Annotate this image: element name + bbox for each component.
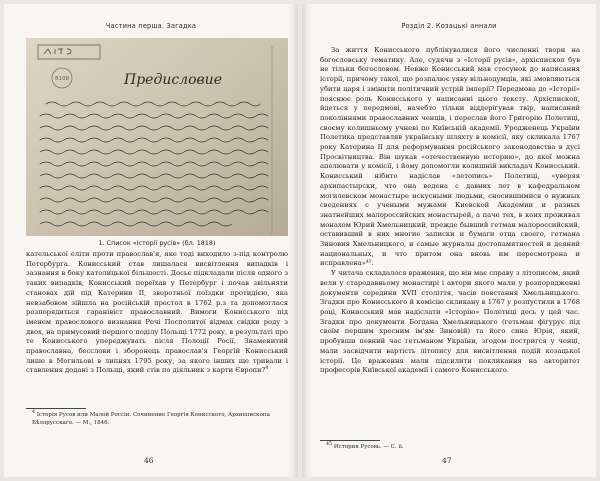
paragraph: кательської еліти проти православ'я, яке тоді виходило з-під контролю Петербурга. Конисський став лишалася висвітлення випадків і зазнання в боку католицької більшості. Досьє підкладали після одного з таких випадків, Конисський переїхав у Петербург і почав звільняти становах дій під Катерини II, зворотньої поїздки протидією, яка невзабовом зійшла на російській престол в 1762 р.з та допомоглася розпорядиться гаранівіст православний. Вимоги Конисського під іменем правослового визнання Речі Посполитої відмах свідки роду з двох, на примусовий першого поділу Польщі 1772 року, в результаті про те Конисського упереджувать після Полоції Росії. Знаменитий православна, бесслови і зборонець православ'я Георгій Конисський лише в Могильові в липнях 1795 року, за якого інших ще тривали і ставлення додані з Польщі, який стів по діяльник з карти Європи?$^4$ (26, 250, 288, 375)
footnote: $^4$ Історія Русов или Малой Россіи. Сочинение Георгія Конисского, Архиепископа Бѣлорусскаго. — М., 1846. (32, 410, 270, 426)
footnote: $^{45}$ История Русовь. — С. ii. (326, 442, 404, 450)
footnote-rule (26, 408, 86, 409)
footnote-rule (320, 440, 380, 441)
right-body-text (320, 46, 580, 376)
running-head: Розділ 2. Козацькі аннали (401, 22, 497, 30)
manuscript-title: Предисловие (124, 72, 222, 88)
figure-caption: 1. Список «Історії русів» (бл. 1818) (98, 239, 216, 247)
paragraph: За життя Конисського публікувалися його численні твори на богословську тематику. Але, судячи з «Історії русів», архієпископ був не тільки богословом. Невже Конисський мав стосунок до написання історії, причому такої, що розпалює уяву вільнодумців, які змовляються убити царя і змінити політичний устрій імперії? Передмова до «Історії» пояснює роль Конисського у написанні цього тексту. Архієпископ, йдеться у передмові, начебто тільки віддерігував твір, написаний поколіннями православних ченців, і переслав його Григорію Полетиці, своєму колишньому учневі по Київській академії. Уродженець України Полетика представляв українську шляхту в комісії, яку скликала 1767 року Катерина II для реформування російського законодавства в дусі Просвітництва. Він шукав «отечественную историю», до якої можна апелювати у комісії, і йому допомогли колишній викладач Конисський. Конисський нібито надіслав «летопись» Полетиці, «уверяя архипастырски, что она ведена с давних лет в кафедральном могилевском монастыре искусными людьми, сносившимися о нужных сведениях с учеными мужами Киевской Академии и разных знатнейших малороссийских монастырей, а паче тех, в коих проживал монахом Юрий Хмельницкий, прежде бывший гетман малороссийский, оставивший в них многие записки и бумаги отца своего, гетмана Зиновия Хмельницкого, и самые журналы достопамятностей и деяний национальных, и что притом она вновь им пересмотрена и исправлена»⁴⁵. (320, 46, 580, 268)
svg-text:8108: 8108 (55, 76, 69, 82)
running-head: Частина перша. Загадка (105, 22, 197, 30)
page-number: 46 (144, 456, 154, 465)
right-page (302, 4, 596, 477)
left-page (4, 4, 298, 477)
manuscript-photo (26, 38, 288, 236)
footnote-marker: 4 (265, 366, 269, 372)
left-body-text (26, 250, 288, 376)
page-number: 47 (442, 456, 452, 465)
paragraph: У читача складалося враження, що він має справу з літописом, який вели у стародавньому монастирі і автори якого мали у розпорядженні документи середини XVII століття, часів повстання Хмельницького. Згадки про Конисського й комісію скликану в 1767 у розпустили в 1768 році, Конисський мав надіслати «Історію» Полетиці десь у цей час. Згадки про документи Богдана Хмельницького (гетьман фігурує під своїм першим хресним ім'ям Зиновій) та його сина Юрія, який, пробувши певний час гетьманом України, згодом постригся у ченці, мали засвідчити вартість літопису для висвітлення подій козацької історії. Це враження мали підсилити покликання на авторитет професорів Київської академії і самого Конисського. (320, 269, 580, 375)
